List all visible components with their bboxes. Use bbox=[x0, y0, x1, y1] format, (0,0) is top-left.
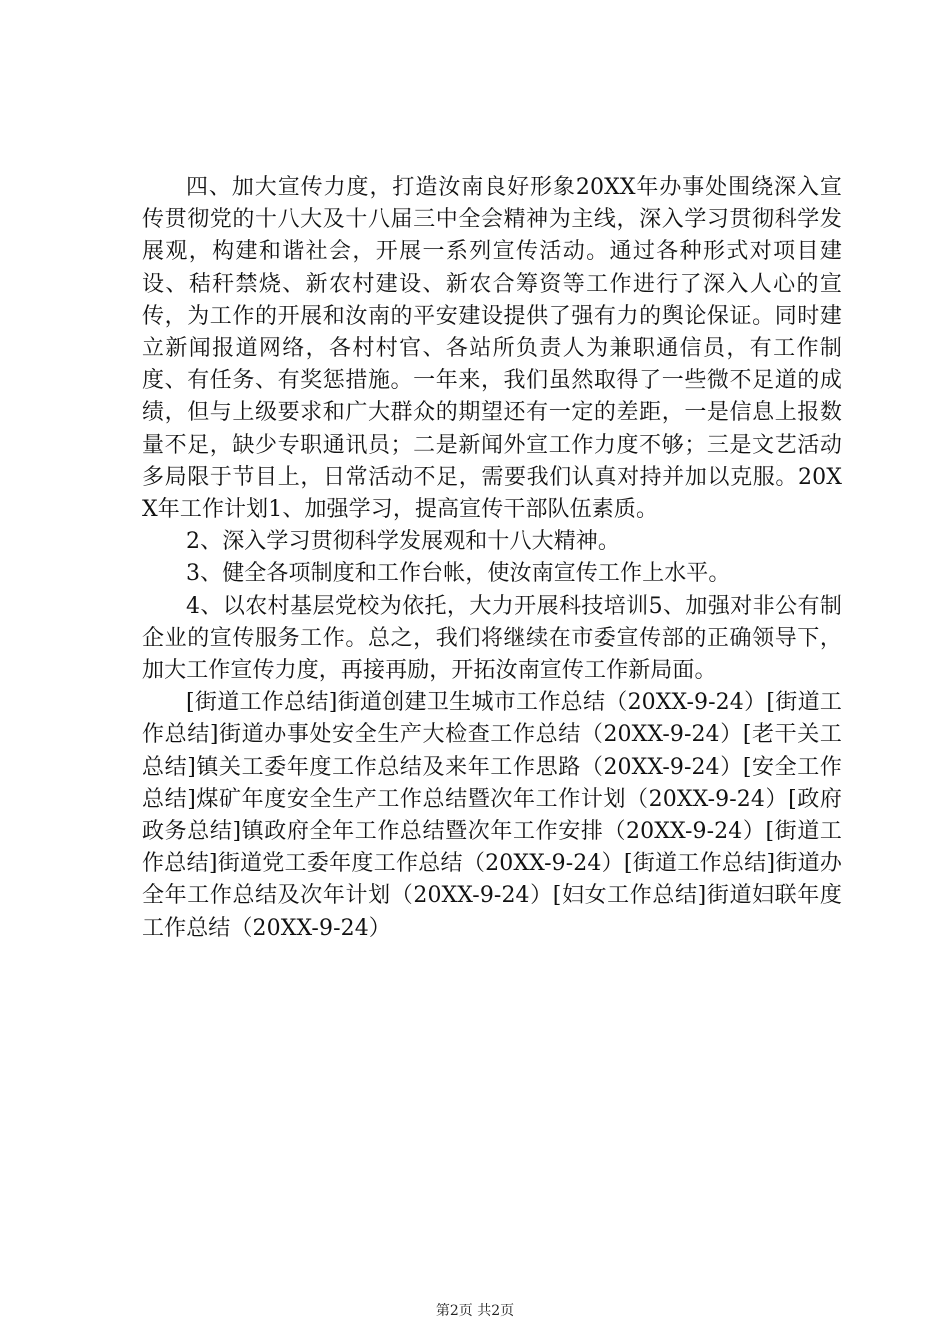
page-footer: 第2页 共2页 bbox=[435, 1303, 515, 1319]
paragraph-plan-item-4: 4、以农村基层党校为依托，大力开展科技培训5、加强对非公有制企业的宣传服务工作。总之，我们将继续在市委宣传部的正确领导下，加大工作宣传力度，再接再励，开拓汝南宣传工作新局面。 bbox=[142, 593, 842, 684]
paragraph-related-links: [街道工作总结]街道创建卫生城市工作总结（20XX-9-24）[街道工作总结]街道办事处安全生产大检查工作总结（20XX-9-24）[老干关工总结]镇关工委年度工作总结及来年工作思路（20XX-9-24）[安全工作总结]煤矿年度安全生产工作总结暨次年工作计划（20XX-9-24）[政府政务总结]镇政府全年工作总结暨次年工作安排（20XX-9-24）[街道工作总结]街道党工委年度工作总结（20XX-9-24）[街道工作总结]街道办全年工作总结及次年计划（20XX-9-24）[妇女工作总结]街道妇联年度工作总结（20XX-9-24） bbox=[142, 690, 842, 941]
paragraph-publicity: 四、加大宣传力度，打造汝南良好形象20XX年办事处围绕深入宣传贯彻党的十八大及十八届三中全会精神为主线，深入学习贯彻科学发展观，构建和谐社会，开展一系列宣传活动。通过各种形式对项目建设、秸秆禁烧、新农村建设、新农合筹资等工作进行了深入人心的宣传，为工作的开展和汝南的平安建设提供了强有力的舆论保证。同时建立新闻报道网络，各村村官、各站所负责人为兼职通信员，有工作制度、有任务、有奖惩措施。一年来，我们虽然取得了一些微不足道的成绩，但与上级要求和广大群众的期望还有一定的差距，一是信息上报数量不足，缺少专职通讯员；二是新闻外宣工作力度不够；三是文艺活动多局限于节目上，日常活动不足，需要我们认真对持并加以克服。20XX年工作计划1、加强学习，提高宣传干部队伍素质。 bbox=[142, 175, 842, 523]
paragraph-plan-item-3: 3、健全各项制度和工作台帐，使汝南宣传工作上水平。 bbox=[186, 561, 731, 587]
document-body bbox=[142, 172, 842, 945]
paragraph-plan-item-2: 2、深入学习贯彻科学发展观和十八大精神。 bbox=[186, 529, 620, 555]
